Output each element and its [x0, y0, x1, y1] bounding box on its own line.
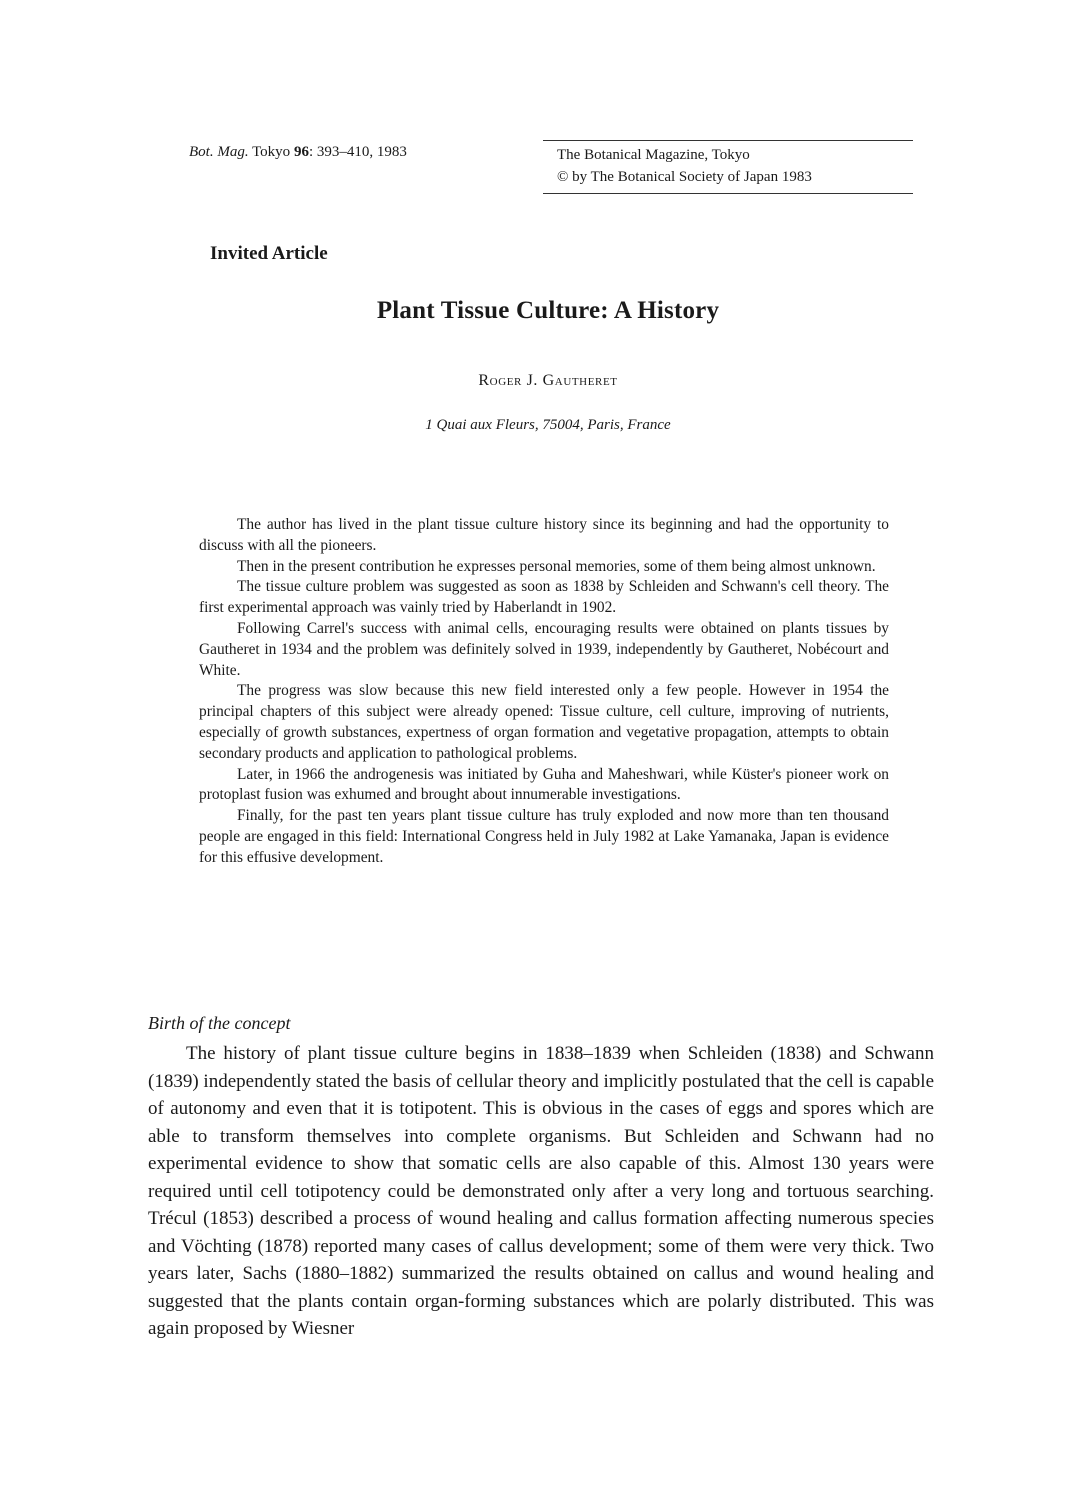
section-heading: Birth of the concept — [148, 1013, 291, 1033]
abstract-paragraph: The tissue culture problem was suggested as soon as 1838 by Schleiden and Schwann's cell theory. The first experimental approach was vainly tried by Haberlandt in 1902. — [199, 578, 889, 617]
article-type: Invited Article — [210, 243, 328, 264]
abstract-paragraph: The progress was slow because this new field interested only a few people. However in 1954 the principal chapters of this subject were already opened: Tissue culture, cell culture, improving of nutrients, especially of growth substances, expertness of organ formation and vegetative propagation, attempts to obtain secondary products and application to pathological problems. — [199, 682, 889, 762]
publisher-box-top-rule — [543, 140, 913, 141]
journal-pages-year: : 393–410, 1983 — [308, 144, 407, 160]
author-name: Roger J. Gautheret — [478, 372, 618, 389]
publisher-name: The Botanical Magazine, Tokyo — [557, 147, 750, 163]
abstract-paragraph: Then in the present contribution he expresses personal memories, some of them being almost unknown. — [237, 557, 876, 575]
author-affiliation: 1 Quai aux Fleurs, 75004, Paris, France — [425, 417, 671, 433]
abstract — [199, 515, 889, 869]
journal-volume: 96 — [293, 144, 309, 160]
abstract-paragraph: Finally, for the past ten years plant tissue culture has truly exploded and now more than ten thousand people are engaged in this field: International Congress held in July 1982 at Lake Yamanaka, Japan is evidence for this effusive development. — [199, 807, 889, 866]
body-paragraph: The history of plant tissue culture begins in 1838–1839 when Schleiden (1838) and Schwann (1839) independently stated the basis of cellular theory and implicitly postulated that the cell is capable of autonomy and even that it is totipotent. This is obvious in the cases of eggs and spores which are able to transform themselves into complete organisms. But Schleiden and Schwann had no experimental evidence to show that somatic cells are also capable of this. Almost 130 years were required until cell totipotency could be demonstrated only after a very long and tortuous searching. Trécul (1853) described a process of wound healing and callus formation affecting numerous species and Vöchting (1878) reported many cases of callus development; some of them were very thick. Two years later, Sachs (1880–1882) summarized the results obtained on callus and wound healing and suggested that the plants contain organ-forming substances which are polarly distributed. This was again proposed by Wiesner — [148, 1043, 934, 1339]
journal-abbrev: Bot. Mag. — [189, 144, 249, 160]
publisher-box-bottom-rule — [543, 193, 913, 194]
article-title: Plant Tissue Culture: A History — [376, 297, 720, 324]
abstract-paragraph: Following Carrel's success with animal cells, encouraging results were obtained on plants tissues by Gautheret in 1934 and the problem was definitely solved in 1939, independently by Gautheret, Nobécourt and White. — [199, 619, 889, 679]
publisher-box — [543, 140, 913, 194]
abstract-paragraph: The author has lived in the plant tissue culture history since its beginning and had the opportunity to discuss with all the pioneers. — [199, 516, 889, 554]
journal-citation — [189, 144, 407, 161]
abstract-paragraph: Later, in 1966 the androgenesis was initiated by Guha and Maheshwari, while Küster's pioneer work on protoplast fusion was exhumed and brought about innumerable investigations. — [199, 765, 889, 804]
journal-city: Tokyo — [252, 144, 291, 160]
body-text — [148, 1040, 934, 1343]
copyright-line: © by The Botanical Society of Japan 1983 — [557, 169, 812, 185]
